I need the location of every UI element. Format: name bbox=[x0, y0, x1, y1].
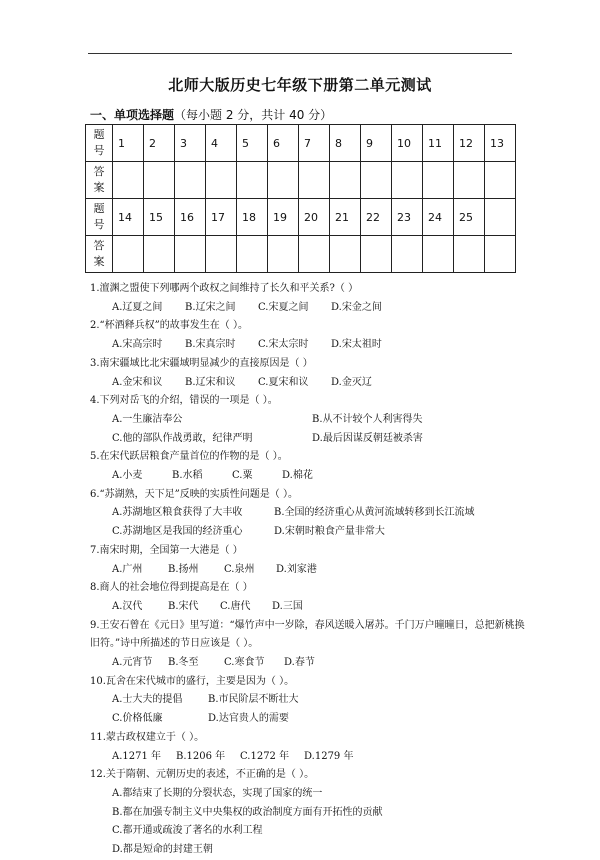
option-b: B.辽宋和议 bbox=[185, 376, 236, 388]
answer-cell[interactable] bbox=[144, 236, 175, 273]
row-label-question: 题 号 bbox=[86, 199, 113, 236]
option-d: D.三国 bbox=[272, 600, 303, 612]
option-row bbox=[90, 691, 530, 710]
question-stem: 12.关于隋朝、元朝历史的表述，不正确的是（ ）。 bbox=[90, 769, 315, 781]
answer-cell[interactable] bbox=[423, 162, 454, 199]
question-number-row-2 bbox=[86, 199, 516, 236]
option-b: B.宋真宗时 bbox=[185, 339, 236, 351]
answer-cell[interactable] bbox=[113, 236, 144, 273]
question-10 bbox=[90, 673, 530, 729]
question-7 bbox=[90, 542, 530, 579]
question-number-row-1 bbox=[86, 125, 516, 162]
option-row bbox=[90, 598, 530, 617]
option-c: C.唐代 bbox=[220, 600, 251, 612]
qnum-cell bbox=[485, 199, 516, 236]
option-c: C.他的部队作战勇敢，纪律严明 bbox=[112, 432, 253, 444]
row-label-answer: 答 案 bbox=[86, 236, 113, 273]
section-note: （每小题 2 分，共计 40 分） bbox=[174, 108, 333, 122]
qnum-cell: 6 bbox=[268, 125, 299, 162]
row-label-question: 题 号 bbox=[86, 125, 113, 162]
qnum-cell: 19 bbox=[268, 199, 299, 236]
answer-row-2 bbox=[86, 236, 516, 273]
answer-cell[interactable] bbox=[330, 162, 361, 199]
option-b: B.辽宋之间 bbox=[185, 301, 236, 313]
question-list bbox=[90, 280, 530, 860]
option-row bbox=[90, 504, 530, 523]
option-row bbox=[90, 374, 530, 393]
question-stem: 8.商人的社会地位得到提高是在（ ） bbox=[90, 582, 253, 594]
question-11 bbox=[90, 729, 530, 766]
question-3 bbox=[90, 355, 530, 392]
qnum-cell: 10 bbox=[392, 125, 423, 162]
option-d: D.春节 bbox=[284, 657, 315, 669]
qnum-cell: 8 bbox=[330, 125, 361, 162]
qnum-cell: 23 bbox=[392, 199, 423, 236]
option-row bbox=[90, 430, 530, 449]
answer-cell[interactable] bbox=[144, 162, 175, 199]
option-a: A.金宋和议 bbox=[112, 376, 163, 388]
option-d: D.宋太祖时 bbox=[331, 339, 382, 351]
answer-cell[interactable] bbox=[268, 236, 299, 273]
question-6 bbox=[90, 486, 530, 542]
answer-cell[interactable] bbox=[237, 236, 268, 273]
qnum-cell: 15 bbox=[144, 199, 175, 236]
option-b: B.冬至 bbox=[168, 657, 199, 669]
question-1 bbox=[90, 280, 530, 317]
option-a: A.小麦 bbox=[112, 470, 143, 482]
option-d: D.达官贵人的需要 bbox=[208, 713, 289, 725]
option-d: D.宋朝时粮食产量非常大 bbox=[274, 526, 385, 538]
answer-cell[interactable] bbox=[206, 236, 237, 273]
answer-row-1 bbox=[86, 162, 516, 199]
option-a: A.广州 bbox=[112, 563, 143, 575]
qnum-cell: 2 bbox=[144, 125, 175, 162]
qnum-cell: 1 bbox=[113, 125, 144, 162]
question-12 bbox=[90, 766, 530, 860]
option-a: A.一生廉洁奉公 bbox=[112, 413, 183, 425]
option-a: A.辽夏之间 bbox=[112, 301, 163, 313]
option-b: B.1206 年 bbox=[176, 750, 226, 762]
answer-cell[interactable] bbox=[392, 162, 423, 199]
option-c: C.宋夏之间 bbox=[258, 301, 309, 313]
question-stem: 7.南宋时期，全国第一大港是（ ） bbox=[90, 544, 243, 556]
qnum-cell: 7 bbox=[299, 125, 330, 162]
option-a: A.都结束了长期的分裂状态，实现了国家的统一 bbox=[112, 787, 323, 799]
question-stem: 11.蒙古政权建立于（ ）。 bbox=[90, 731, 205, 743]
option-c: C.泉州 bbox=[224, 563, 255, 575]
option-d: D.金灭辽 bbox=[331, 376, 372, 388]
question-stem: 6.“苏湖熟，天下足”反映的实质性问题是（ ）。 bbox=[90, 488, 298, 500]
question-stem: 9.王安石曾在《元日》里写道：“爆竹声中一岁除，春风送暖入屠苏。千门万户曈曈日，总把新桃换旧符。”诗中所描述的节日应该是（ ）。 bbox=[90, 619, 525, 650]
answer-cell[interactable] bbox=[206, 162, 237, 199]
qnum-cell: 20 bbox=[299, 199, 330, 236]
option-row bbox=[90, 411, 530, 430]
option-c: C.都开通或疏浚了著名的水利工程 bbox=[112, 825, 263, 837]
answer-cell[interactable] bbox=[299, 162, 330, 199]
qnum-cell: 3 bbox=[175, 125, 206, 162]
option-c: C.宋太宗时 bbox=[258, 339, 309, 351]
option-b: B.从不计较个人利害得失 bbox=[312, 413, 423, 425]
question-4 bbox=[90, 392, 530, 448]
answer-cell[interactable] bbox=[175, 162, 206, 199]
option-b: B.宋代 bbox=[168, 600, 199, 612]
answer-cell[interactable] bbox=[268, 162, 299, 199]
answer-cell[interactable] bbox=[454, 236, 485, 273]
answer-cell[interactable] bbox=[330, 236, 361, 273]
option-row bbox=[90, 299, 530, 318]
option-c: C.1272 年 bbox=[240, 750, 290, 762]
option-row bbox=[90, 523, 530, 542]
page-title: 北师大版历史七年级下册第二单元测试 bbox=[168, 76, 432, 94]
answer-cell[interactable] bbox=[454, 162, 485, 199]
option-b: B.扬州 bbox=[168, 563, 199, 575]
option-c: C.苏湖地区是我国的经济重心 bbox=[112, 526, 243, 538]
question-2 bbox=[90, 317, 530, 354]
question-8 bbox=[90, 579, 530, 616]
option-a: A.元宵节 bbox=[112, 657, 153, 669]
qnum-cell: 9 bbox=[361, 125, 392, 162]
option-d: D.宋金之间 bbox=[331, 301, 382, 313]
qnum-cell: 5 bbox=[237, 125, 268, 162]
qnum-cell: 13 bbox=[485, 125, 516, 162]
option-a: A.汉代 bbox=[112, 600, 143, 612]
option-a: A.士大夫的提倡 bbox=[112, 694, 183, 706]
qnum-cell: 22 bbox=[361, 199, 392, 236]
option-d: D.刘家港 bbox=[276, 563, 317, 575]
answer-cell[interactable] bbox=[237, 162, 268, 199]
question-5 bbox=[90, 448, 530, 485]
option-b: B.市民阶层不断壮大 bbox=[208, 694, 299, 706]
option-d: D.1279 年 bbox=[304, 750, 354, 762]
answer-cell[interactable] bbox=[175, 236, 206, 273]
answer-cell[interactable] bbox=[485, 236, 516, 273]
answer-cell[interactable] bbox=[485, 162, 516, 199]
answer-cell[interactable] bbox=[361, 162, 392, 199]
section-title: 一、单项选择题 bbox=[90, 108, 175, 122]
option-row bbox=[90, 467, 530, 486]
option-d: D.最后因谋反朝廷被杀害 bbox=[312, 432, 423, 444]
answer-cell[interactable] bbox=[113, 162, 144, 199]
qnum-cell: 17 bbox=[206, 199, 237, 236]
qnum-cell: 16 bbox=[175, 199, 206, 236]
question-stem: 10.瓦舍在宋代城市的盛行，主要是因为（ ）。 bbox=[90, 675, 295, 687]
qnum-cell: 24 bbox=[423, 199, 454, 236]
option-d: D.棉花 bbox=[282, 470, 313, 482]
question-stem: 3.南宋疆域比北宋疆域明显减少的直接原因是（ ） bbox=[90, 357, 313, 369]
option-a: A.宋高宗时 bbox=[112, 339, 163, 351]
option-c: C.夏宋和议 bbox=[258, 376, 309, 388]
answer-cell[interactable] bbox=[423, 236, 454, 273]
question-stem: 4.下列对岳飞的介绍，错误的一项是（ ）。 bbox=[90, 395, 278, 407]
qnum-cell: 11 bbox=[423, 125, 454, 162]
option-row bbox=[90, 561, 530, 580]
qnum-cell: 14 bbox=[113, 199, 144, 236]
option-row bbox=[90, 336, 530, 355]
option-c: C.价格低廉 bbox=[112, 713, 163, 725]
question-stem: 5.在宋代跃居粮食产量首位的作物的是（ ）。 bbox=[90, 451, 288, 463]
qnum-cell: 12 bbox=[454, 125, 485, 162]
answer-cell[interactable] bbox=[361, 236, 392, 273]
qnum-cell: 4 bbox=[206, 125, 237, 162]
top-rule bbox=[88, 53, 512, 54]
option-b: B.水稻 bbox=[172, 470, 203, 482]
row-label-answer: 答 案 bbox=[86, 162, 113, 199]
question-stem: 1.澶渊之盟使下列哪两个政权之间维持了长久和平关系?（ ） bbox=[90, 283, 359, 294]
answer-cell[interactable] bbox=[299, 236, 330, 273]
option-row bbox=[90, 654, 530, 673]
option-c: C.寒食节 bbox=[224, 657, 265, 669]
answer-cell[interactable] bbox=[392, 236, 423, 273]
qnum-cell: 21 bbox=[330, 199, 361, 236]
question-stem: 2.“杯酒释兵权”的故事发生在（ ）。 bbox=[90, 320, 248, 332]
option-a: A.1271 年 bbox=[112, 750, 162, 762]
section-heading bbox=[90, 106, 332, 123]
option-b: B.全国的经济重心从黄河流域转移到长江流域 bbox=[274, 507, 475, 519]
option-d: D.都是短命的封建王朝 bbox=[112, 844, 213, 856]
question-9 bbox=[90, 617, 530, 673]
option-row bbox=[90, 710, 530, 729]
option-a: A.苏湖地区粮食获得了大丰收 bbox=[112, 507, 243, 519]
option-row bbox=[90, 748, 530, 767]
qnum-cell: 25 bbox=[454, 199, 485, 236]
option-b: B.都在加强专制主义中央集权的政治制度方面有开拓性的贡献 bbox=[112, 806, 383, 818]
qnum-cell: 18 bbox=[237, 199, 268, 236]
answer-table bbox=[85, 124, 516, 273]
option-c: C.粟 bbox=[232, 470, 253, 482]
